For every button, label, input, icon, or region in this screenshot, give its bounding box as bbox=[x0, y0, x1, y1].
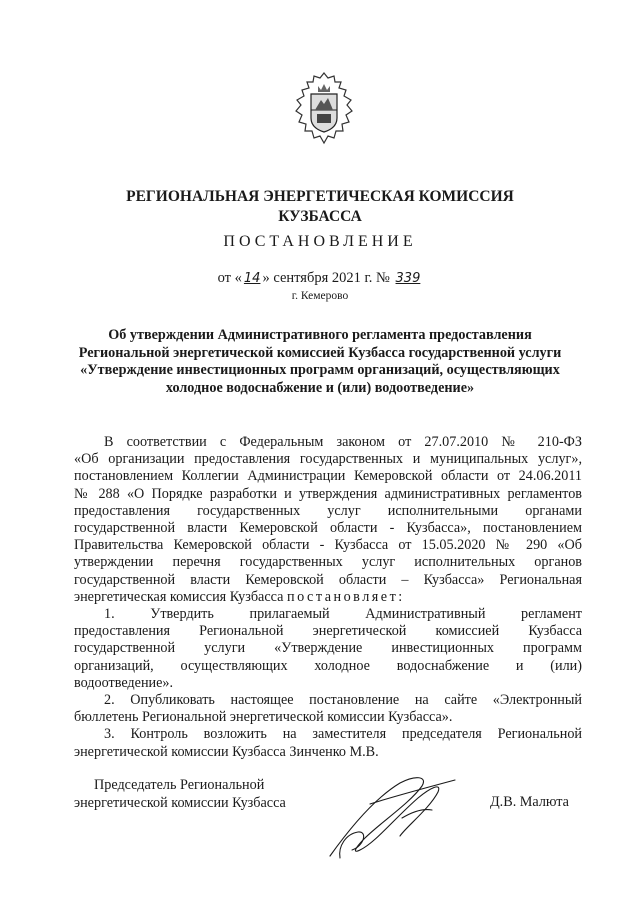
body-line: государственной власти Кемеровской области – Кузбасса» Региональная bbox=[74, 571, 582, 588]
item-3-last: энергетической комиссии Кузбасса Зинченко М.В. bbox=[74, 743, 379, 760]
org-line-2: КУЗБАССА bbox=[278, 208, 362, 225]
item-2-line: 2. Опубликовать настоящее постановление на сайте «Электронный bbox=[104, 692, 582, 709]
body-line-last bbox=[74, 589, 582, 606]
body-line: постановлением Коллегии Администрации Кемеровской области от 24.06.2011 bbox=[74, 468, 582, 485]
date-line bbox=[60, 270, 580, 287]
document-type: ПОСТАНОВЛЕНИЕ bbox=[223, 233, 417, 250]
body-line: «Об организации предоставления государственных и муниципальных услуг», bbox=[74, 451, 582, 468]
subject-line: Региональной энергетической комиссией Кузбасса государственной услуги bbox=[78, 344, 562, 361]
subject-title bbox=[60, 327, 580, 397]
org-line-1: РЕГИОНАЛЬНАЯ ЭНЕРГЕТИЧЕСКАЯ КОМИССИЯ bbox=[126, 188, 514, 205]
item-2-last: бюллетень Региональной энергетической комиссии Кузбасса». bbox=[74, 709, 453, 726]
date-prefix: от « bbox=[217, 270, 242, 286]
body-line: В соответствии с Федеральным законом от 27.07.2010 № 210-ФЗ bbox=[104, 434, 582, 450]
body-line: государственной власти Кемеровской области - Кузбасса», постановлением bbox=[74, 520, 582, 537]
document-body bbox=[74, 434, 582, 761]
coat-of-arms-emblem bbox=[291, 70, 357, 148]
date-middle: » сентября 2021 г. № bbox=[262, 270, 390, 286]
item-1-line: государственной услуги «Утверждение инвестиционных программ bbox=[74, 640, 582, 657]
subject-line: холодное водоснабжение и (или) водоотведение» bbox=[165, 379, 475, 396]
city-line: г. Кемерово bbox=[291, 290, 349, 302]
item-1-line: 1. Утвердить прилагаемый Административный регламент bbox=[104, 606, 582, 623]
organization-name bbox=[60, 187, 580, 227]
body-line: предоставления государственных услуг исполнительными органами bbox=[74, 502, 582, 519]
body-line: Правительства Кемеровской области - Кузбасса от 15.05.2020 № 290 «Об bbox=[74, 537, 582, 554]
item-1-line: организаций, осуществляющих холодное водоснабжение и (или) bbox=[74, 657, 582, 674]
number-handwritten: 339 bbox=[395, 271, 421, 286]
signatory-title-line-2: энергетической комиссии Кузбасса bbox=[74, 795, 286, 811]
body-line: утверждении перечня государственных услуг исполнительных органов bbox=[74, 554, 582, 571]
preamble-last: энергетическая комиссия Кузбасса bbox=[74, 588, 284, 605]
item-1-last: водоотведение». bbox=[74, 674, 174, 691]
signatory-name: Д.В. Малюта bbox=[490, 794, 569, 810]
signatory-title bbox=[74, 776, 286, 812]
resolves-word: постановляет: bbox=[286, 588, 405, 605]
subject-line: «Утверждение инвестиционных программ организаций, осуществляющих bbox=[80, 362, 560, 378]
signatory-title-line-1: Председатель Региональной bbox=[94, 777, 265, 793]
body-line: № 288 «О Порядке разработки и утверждения административных регламентов bbox=[74, 485, 582, 502]
day-handwritten: 14 bbox=[243, 271, 261, 286]
subject-line: Об утверждении Административного регламента предоставления bbox=[108, 327, 532, 343]
handwritten-signature bbox=[310, 758, 460, 863]
item-3-line: 3. Контроль возложить на заместителя председателя Региональной bbox=[104, 726, 582, 743]
item-1-line: предоставления Региональной энергетической комиссией Кузбасса bbox=[74, 623, 582, 640]
